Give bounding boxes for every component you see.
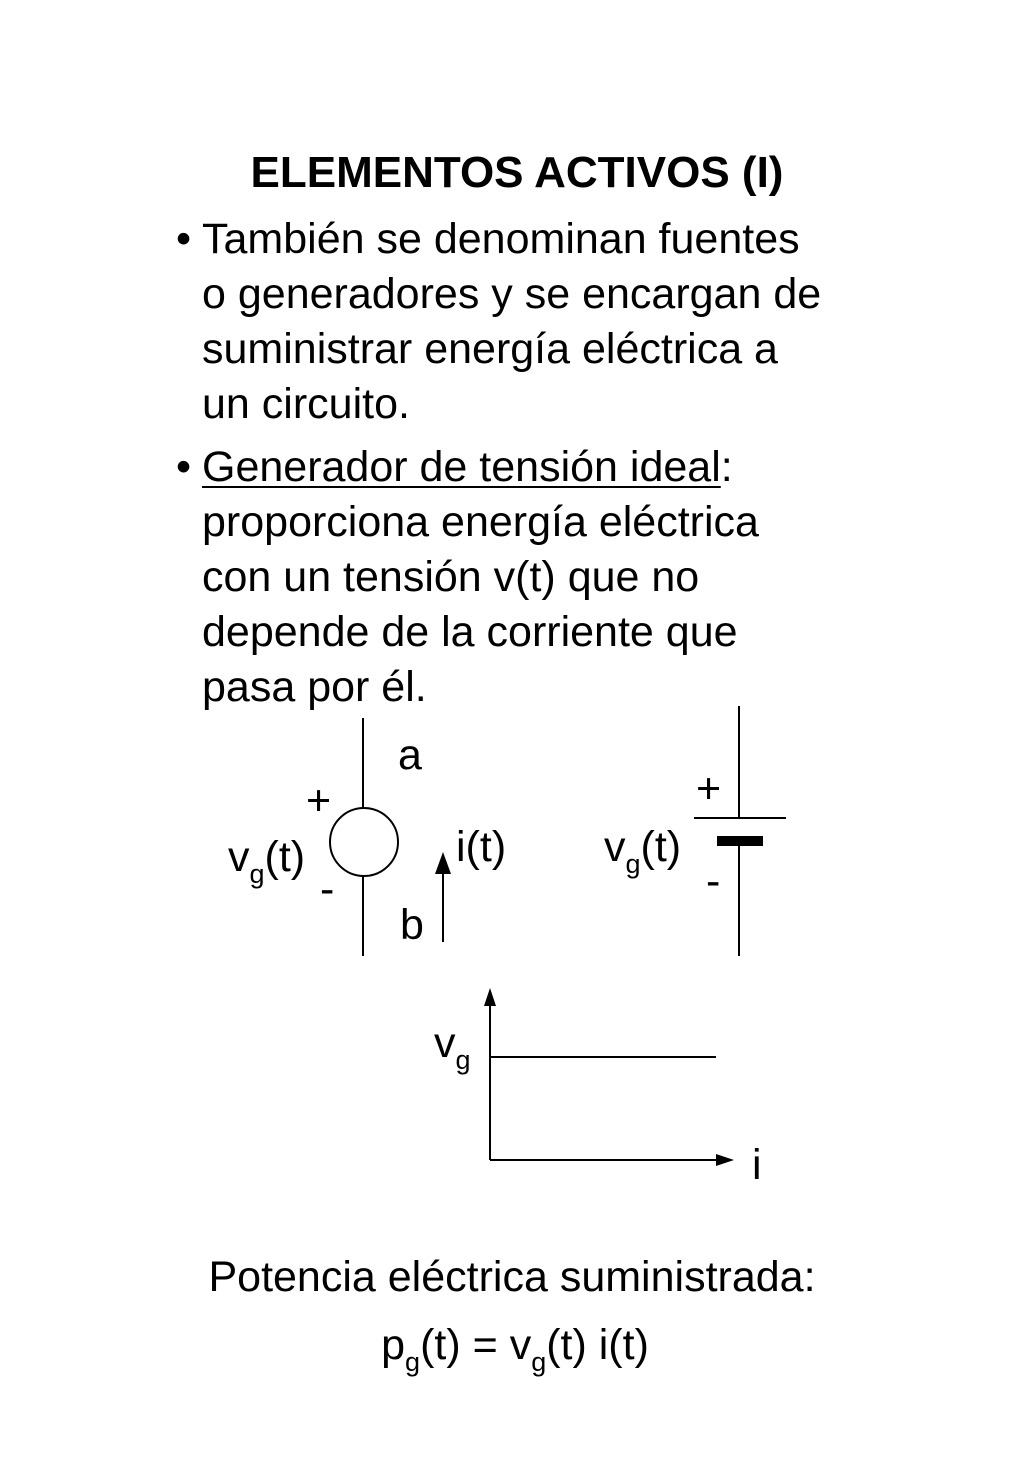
- bullet-marker-2: •: [176, 443, 192, 491]
- formula-rhs-arg: (t) i(t): [546, 1321, 649, 1369]
- battery-plus-label: +: [696, 765, 722, 813]
- formula-lhs-base: p: [381, 1321, 406, 1369]
- bullet-1-line-3: suministrar energía eléctrica a: [202, 325, 778, 373]
- formula-equals: =: [472, 1321, 498, 1369]
- bullet-1-line-1: También se denominan fuentes: [202, 215, 800, 263]
- bullet-2-line-2: con un tensión v(t) que no: [202, 553, 700, 601]
- bullet-marker-1: •: [176, 215, 192, 263]
- bullet-2-term-suffix: :: [720, 443, 733, 491]
- page-title: ELEMENTOS ACTIVOS (I): [250, 148, 784, 197]
- graph-y-label: [434, 1019, 471, 1075]
- bullet-1-line-4: un circuito.: [202, 380, 410, 428]
- battery-voltage-arg: (t): [640, 823, 682, 871]
- bullet-2-line-3: depende de la corriente que: [202, 608, 738, 656]
- formula-lhs-sub: g: [405, 1347, 421, 1377]
- current-arrow-head: [435, 852, 451, 874]
- formula-rhs-sub: g: [531, 1347, 547, 1377]
- node-a-label: a: [398, 731, 422, 779]
- source-minus-label: -: [320, 865, 335, 913]
- battery-short-plate: [717, 836, 763, 846]
- graph-y-label-base: v: [434, 1019, 456, 1067]
- voltage-source-circle: [330, 808, 398, 876]
- graph-y-label-sub: g: [455, 1045, 471, 1075]
- formula-rhs-base: v: [509, 1321, 532, 1369]
- source-voltage-sub: g: [249, 859, 265, 889]
- source-plus-label: +: [306, 777, 332, 825]
- power-label: Potencia eléctrica suministrada:: [208, 1253, 816, 1301]
- bullet-1-line-2: o generadores y se encargan de: [202, 270, 822, 318]
- source-voltage-base: v: [228, 833, 250, 881]
- current-label: i(t): [456, 823, 507, 871]
- bullet-2-line-1: proporciona energía eléctrica: [202, 498, 759, 546]
- battery-voltage-base: v: [604, 823, 626, 871]
- battery-minus-label: -: [706, 857, 721, 905]
- bullet-2-term: Generador de tensión ideal: [202, 443, 721, 491]
- power-formula: [0, 1318, 1024, 1377]
- battery-voltage-sub: g: [625, 849, 641, 879]
- battery-voltage-label: [604, 823, 682, 879]
- source-voltage-label: [228, 833, 306, 889]
- source-voltage-arg: (t): [264, 833, 306, 881]
- graph-x-label: i: [752, 1141, 762, 1189]
- graph-y-arrow: [484, 988, 496, 1006]
- formula-lhs-arg: (t): [420, 1321, 461, 1369]
- node-b-label: b: [400, 901, 424, 949]
- graph-x-arrow: [716, 1154, 734, 1166]
- bullet-2-line-4: pasa por él.: [202, 663, 427, 711]
